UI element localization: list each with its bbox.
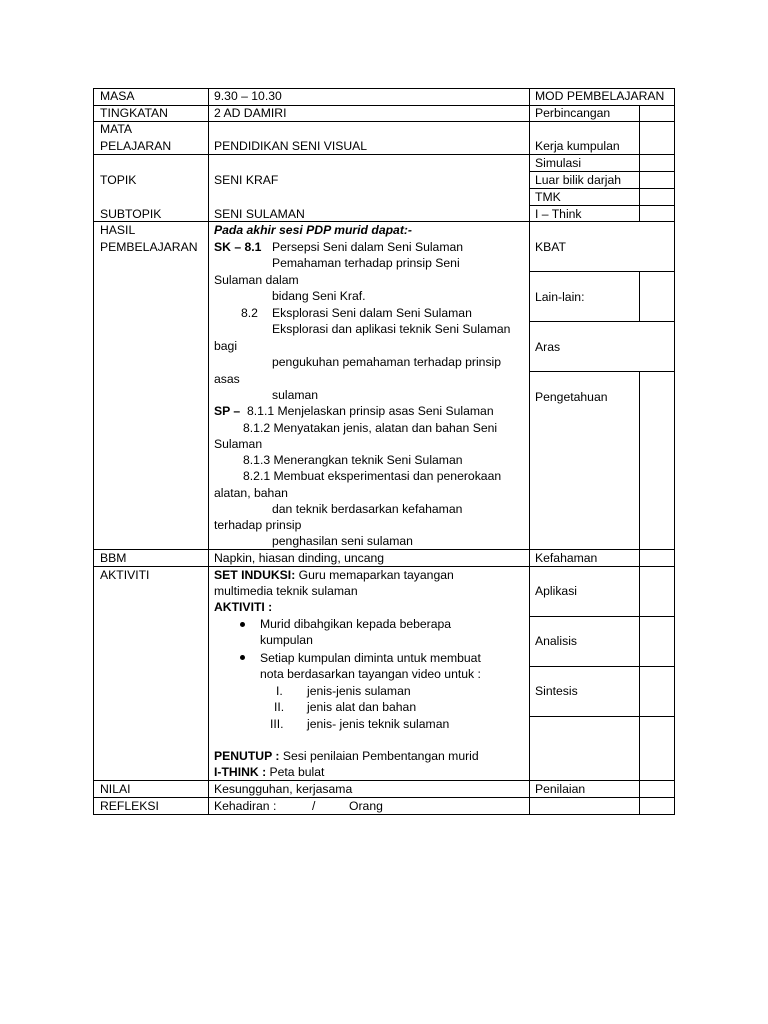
bbm-value: Napkin, hiasan dinding, uncang: [214, 551, 385, 565]
grid-line: [639, 271, 640, 321]
mod-kerja-kumpulan: Kerja kumpulan: [535, 139, 620, 153]
sub-item-text: jenis alat dan bahan: [307, 700, 417, 714]
penutup-text: Sesi penilaian Pembentangan murid: [279, 749, 479, 763]
topik-label: TOPIK: [100, 173, 137, 187]
mod-simulasi: Simulasi: [535, 156, 582, 170]
grid-line: [529, 271, 675, 272]
mod-pembelajaran-title: MOD PEMBELAJARAN: [535, 89, 665, 103]
hasil-line: sulaman: [272, 388, 319, 402]
nilai-value: Kesungguhan, kerjasama: [214, 782, 353, 796]
bbm-label: BBM: [100, 551, 127, 565]
hasil-line: penghasilan seni sulaman: [272, 534, 413, 548]
mata-pelajaran-label-2: PELAJARAN: [100, 139, 172, 153]
masa-label: MASA: [100, 89, 135, 103]
bullet-icon: [240, 655, 245, 660]
grid-line: [93, 797, 675, 798]
grid-line: [529, 616, 675, 617]
kehadiran-label: Kehadiran :: [214, 799, 277, 813]
set-induksi-label: SET INDUKSI:: [214, 568, 296, 582]
sub-item-text: jenis-jenis sulaman: [307, 684, 411, 698]
grid-line: [639, 371, 640, 798]
grid-line: [639, 797, 640, 814]
topik-value: SENI KRAF: [214, 173, 279, 187]
hasil-line: 8.1.3 Menerangkan teknik Seni Sulaman: [243, 453, 463, 467]
grid-line: [93, 780, 675, 781]
hasil-line: Pada akhir sesi PDP murid dapat:-: [214, 223, 412, 237]
sub-item-number: II.: [274, 700, 285, 714]
hasil-label-1: HASIL: [100, 223, 136, 237]
tingkatan-value: 2 AD DAMIRI: [214, 106, 287, 120]
set-induksi-text: Guru memaparkan tayangan: [295, 568, 454, 582]
hasil-line: Sulaman: [214, 437, 263, 451]
hasil-line: Eksplorasi Seni dalam Seni Sulaman: [272, 306, 472, 320]
grid-line: [208, 88, 209, 815]
ithink-text: Peta bulat: [266, 765, 325, 779]
sub-item-number: I.: [276, 684, 283, 698]
hasil-line: 8.1.2 Menyatakan jenis, alatan dan bahan Seni: [243, 421, 498, 435]
ithink-label: I-THINK :: [214, 765, 267, 779]
kbat-label: KBAT: [535, 240, 566, 254]
hasil-line: Pemahaman terhadap prinsip Seni: [272, 256, 460, 270]
grid-line: [93, 121, 675, 122]
hasil-line: bidang Seni Kraf.: [272, 289, 366, 303]
hasil-line: 8.2.1 Membuat eksperimentasi dan penerokaan: [243, 469, 502, 483]
hasil-line: Eksplorasi dan aplikasi teknik Seni Sulaman: [272, 322, 511, 336]
mod-tmk: TMK: [535, 190, 561, 204]
hasil-label-2: PEMBELAJARAN: [100, 240, 198, 254]
grid-line: [93, 88, 94, 815]
mata-pelajaran-value: PENDIDIKAN SENI VISUAL: [214, 139, 368, 153]
hasil-line: asas: [214, 372, 240, 386]
hasil-line: Sulaman dalam: [214, 273, 299, 287]
grid-line: [93, 814, 675, 815]
grid-line: [529, 371, 675, 372]
aras-label: Aras: [535, 340, 561, 354]
sub-item-text: jenis- jenis teknik sulaman: [307, 717, 450, 731]
hasil-line: 8.2: [241, 306, 258, 320]
mod-luar-bilik-darjah: Luar bilik darjah: [535, 173, 622, 187]
set-induksi-line: [214, 567, 454, 583]
bullet-icon: [240, 622, 245, 627]
penutup-line: [214, 748, 479, 764]
kefahaman-label: Kefahaman: [535, 551, 598, 565]
hasil-line: pengukuhan pemahaman terhadap prinsip: [272, 355, 502, 369]
grid-line: [529, 321, 675, 322]
grid-line: [639, 105, 640, 122]
mod-i-think: I – Think: [535, 207, 582, 221]
hasil-line: dan teknik berdasarkan kefahaman: [272, 502, 463, 516]
bullet-2-line-2: nota berdasarkan tayangan video untuk :: [260, 667, 481, 681]
kehadiran-orang: Orang: [349, 799, 383, 813]
aplikasi-label: Aplikasi: [535, 584, 577, 598]
pengetahuan-label: Pengetahuan: [535, 390, 608, 404]
bullet-1-line-2: kumpulan: [260, 633, 313, 647]
mod-perbincangan: Perbincangan: [535, 106, 611, 120]
sintesis-label: Sintesis: [535, 684, 578, 698]
bullet-2-line-1: Setiap kumpulan diminta untuk membuat: [260, 651, 481, 665]
nilai-label: NILAI: [100, 782, 131, 796]
grid-line: [529, 666, 675, 667]
penutup-label: PENUTUP :: [214, 749, 280, 763]
hasil-line: SP –: [214, 404, 241, 418]
grid-line: [674, 88, 675, 815]
penilaian-label: Penilaian: [535, 782, 586, 796]
hasil-line: SK – 8.1: [214, 240, 262, 254]
hasil-line: terhadap prinsip: [214, 518, 302, 532]
grid-line: [639, 121, 640, 221]
subtopik-label: SUBTOPIK: [100, 207, 162, 221]
hasil-line: 8.1.1 Menjelaskan prinsip asas Seni Sulaman: [247, 404, 494, 418]
grid-line: [529, 716, 675, 717]
ithink-line: [214, 764, 324, 780]
hasil-line: Persepsi Seni dalam Seni Sulaman: [272, 240, 464, 254]
grid-line: [93, 154, 675, 155]
analisis-label: Analisis: [535, 634, 577, 648]
mata-pelajaran-label-1: MATA: [100, 122, 133, 136]
bullet-1-line-1: Murid dibahgikan kepada beberapa: [260, 617, 452, 631]
set-induksi-text-2: multimedia teknik sulaman: [214, 584, 358, 598]
tingkatan-label: TINGKATAN: [100, 106, 168, 120]
masa-value: 9.30 – 10.30: [214, 89, 282, 103]
refleksi-label: REFLEKSI: [100, 799, 159, 813]
subtopik-value: SENI SULAMAN: [214, 207, 305, 221]
grid-line: [529, 88, 530, 815]
sub-item-number: III.: [270, 717, 284, 731]
hasil-line: bagi: [214, 339, 238, 353]
aktiviti-label: AKTIVITI: [100, 568, 150, 582]
lain-lain-label: Lain-lain:: [535, 290, 585, 304]
aktiviti-heading: AKTIVITI :: [214, 600, 273, 614]
hasil-line: alatan, bahan: [214, 486, 288, 500]
kehadiran-slash: /: [312, 799, 316, 813]
